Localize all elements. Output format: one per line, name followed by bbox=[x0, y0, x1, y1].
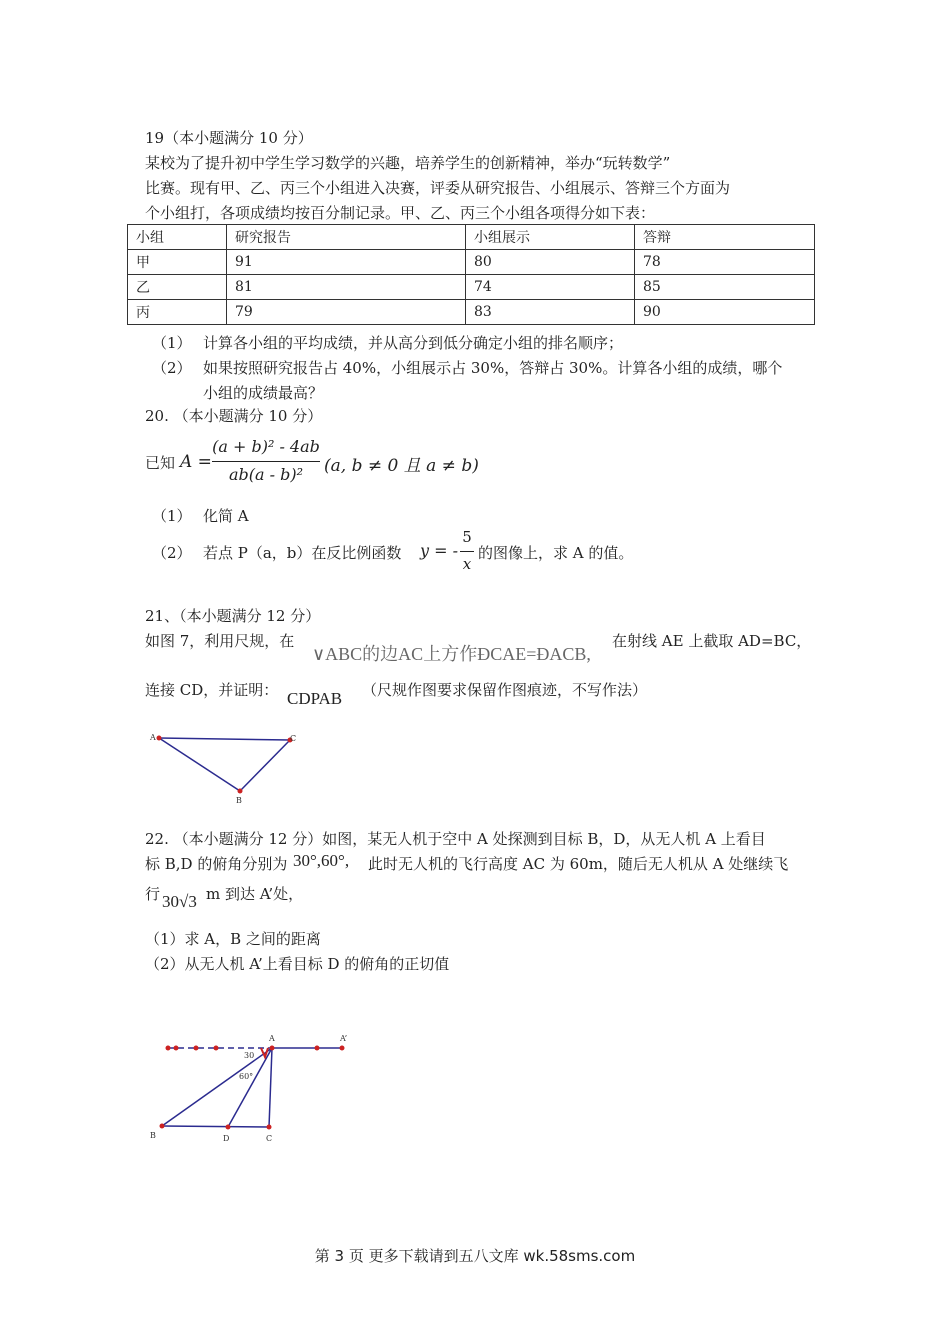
table-header-cell: 小组展示 bbox=[466, 225, 635, 250]
q20-frac-bar bbox=[460, 551, 474, 552]
point bbox=[214, 1046, 219, 1051]
q19-line3: 个小组打，各项成绩均按百分制记录。甲、乙、丙三个小组各项得分如下表： bbox=[145, 204, 656, 222]
point-C bbox=[267, 1125, 272, 1130]
table-cell: 80 bbox=[466, 250, 635, 275]
table-cell: 85 bbox=[635, 275, 815, 300]
page-footer: 第 3 页 更多下载请到五八文库 wk.58sms.com bbox=[314, 1247, 636, 1265]
q20-y-equals: y = - bbox=[420, 541, 459, 560]
label-B: B bbox=[150, 1131, 156, 1140]
score-table bbox=[127, 224, 815, 325]
q20-sub2-number: （2） bbox=[152, 544, 192, 562]
table-cell: 81 bbox=[227, 275, 466, 300]
point-B bbox=[160, 1124, 165, 1129]
q19-header: 19（本小题满分 10 分） bbox=[145, 129, 313, 147]
table-header-cell: 答辩 bbox=[635, 225, 815, 250]
q20-sub2-text-post: 的图像上，求 A 的值。 bbox=[478, 544, 634, 562]
label-C: C bbox=[266, 1134, 273, 1143]
table-cell: 91 bbox=[227, 250, 466, 275]
point-A bbox=[270, 1046, 275, 1051]
q21-line2-post: （尺规作图要求保留作图痕迹，不写作法） bbox=[362, 681, 648, 699]
label-A-prime: A’ bbox=[340, 1034, 348, 1043]
q22-line3-pre: 行 bbox=[145, 885, 161, 903]
table-cell: 甲 bbox=[128, 250, 227, 275]
label-C: C bbox=[290, 734, 297, 743]
point-A bbox=[157, 736, 162, 741]
label-A: A bbox=[269, 1034, 275, 1043]
q19-sub1-number: （1） bbox=[152, 334, 192, 352]
point bbox=[194, 1046, 199, 1051]
table-cell: 83 bbox=[466, 300, 635, 325]
table-header-cell: 研究报告 bbox=[227, 225, 466, 250]
q19-sub2-number: （2） bbox=[152, 359, 192, 377]
q20-given: 已知 bbox=[145, 454, 176, 472]
q20-frac-denominator: x bbox=[462, 555, 472, 573]
q19-line2: 比赛。现有甲、乙、丙三个小组进入决赛，评委从研究报告、小组展示、答辩三个方面为 bbox=[145, 179, 731, 197]
q19-sub1-text: 计算各小组的平均成绩，并从高分到低分确定小组的排名顺序； bbox=[203, 334, 624, 352]
q20-condition: (a, b ≠ 0 且 a ≠ b) bbox=[324, 456, 479, 476]
q21-line1-post: 在射线 AE 上截取 AD=BC， bbox=[612, 632, 812, 650]
q20-sub1-number: （1） bbox=[152, 507, 192, 525]
q20-numerator: (a + b)² - 4ab bbox=[212, 437, 320, 456]
q22-line2-post: 此时无人机的飞行高度 AC 为 60m，随后无人机从 A 处继续飞 bbox=[368, 855, 789, 873]
q22-drone-figure bbox=[145, 1030, 360, 1150]
q21-header: 21、（本小题满分 12 分） bbox=[145, 607, 321, 625]
q20-A-equals: A = bbox=[180, 452, 212, 472]
q20-sub1-text: 化简 A bbox=[203, 507, 249, 525]
table-row bbox=[128, 275, 815, 300]
q20-fraction-bar bbox=[212, 461, 320, 462]
table-row bbox=[128, 250, 815, 275]
q21-line1-pre: 如图 7，利用尺规，在 bbox=[145, 632, 295, 650]
label-angle-60: 60° bbox=[239, 1072, 254, 1081]
point-B bbox=[238, 789, 243, 794]
q22-line3-math: 30√3 bbox=[162, 892, 197, 911]
q21-line2-math: CDPAB bbox=[287, 689, 343, 708]
q22-sub2: （2）从无人机 A’上看目标 D 的俯角的正切值 bbox=[145, 955, 450, 973]
q21-triangle-figure bbox=[140, 725, 320, 810]
table-cell: 丙 bbox=[128, 300, 227, 325]
label-A: A bbox=[150, 733, 156, 742]
q20-sub2-text: 若点 P（a，b）在反比例函数 bbox=[203, 544, 402, 562]
label-B: B bbox=[236, 796, 242, 805]
table-cell: 乙 bbox=[128, 275, 227, 300]
q22-line2-math: 30°,60°, bbox=[293, 851, 350, 870]
table-cell: 90 bbox=[635, 300, 815, 325]
q20-frac-numerator: 5 bbox=[462, 528, 472, 546]
q22-line3-post: m 到达 A’处， bbox=[206, 885, 304, 903]
table-header-cell: 小组 bbox=[128, 225, 227, 250]
q21-line2-pre: 连接 CD，并证明： bbox=[145, 681, 279, 699]
q21-line1-math: ∨ABC的边AC上方作ÐCAE=ÐACB, bbox=[312, 644, 591, 664]
point bbox=[166, 1046, 171, 1051]
q22-line2-pre: 标 B,D 的俯角分别为 bbox=[145, 855, 288, 873]
table-header-row bbox=[128, 225, 815, 250]
point-D bbox=[226, 1125, 231, 1130]
q20-denominator: ab(a - b)² bbox=[228, 465, 304, 484]
point bbox=[174, 1046, 179, 1051]
q22-sub1: （1）求 A，B 之间的距离 bbox=[145, 930, 321, 948]
q19-sub2-text: 如果按照研究报告占 40%，小组展示占 30%，答辩占 30%。计算各小组的成绩，哪个 bbox=[203, 359, 783, 377]
q20-header: 20. （本小题满分 10 分） bbox=[145, 407, 323, 425]
table-row bbox=[128, 300, 815, 325]
table-cell: 74 bbox=[466, 275, 635, 300]
label-angle-30: 30 bbox=[244, 1051, 255, 1060]
q19-sub2-text-cont: 小组的成绩最高？ bbox=[203, 384, 324, 402]
point-A-prime bbox=[340, 1046, 345, 1051]
q22-line1: 22. （本小题满分 12 分）如图，某无人机于空中 A 处探测到目标 B，D，从无人机 A 上看目 bbox=[145, 830, 766, 848]
table-cell: 78 bbox=[635, 250, 815, 275]
label-D: D bbox=[223, 1134, 230, 1143]
point bbox=[315, 1046, 320, 1051]
q19-line1: 某校为了提升初中学生学习数学的兴趣，培养学生的创新精神，举办“玩转数学” bbox=[145, 154, 671, 172]
table-cell: 79 bbox=[227, 300, 466, 325]
